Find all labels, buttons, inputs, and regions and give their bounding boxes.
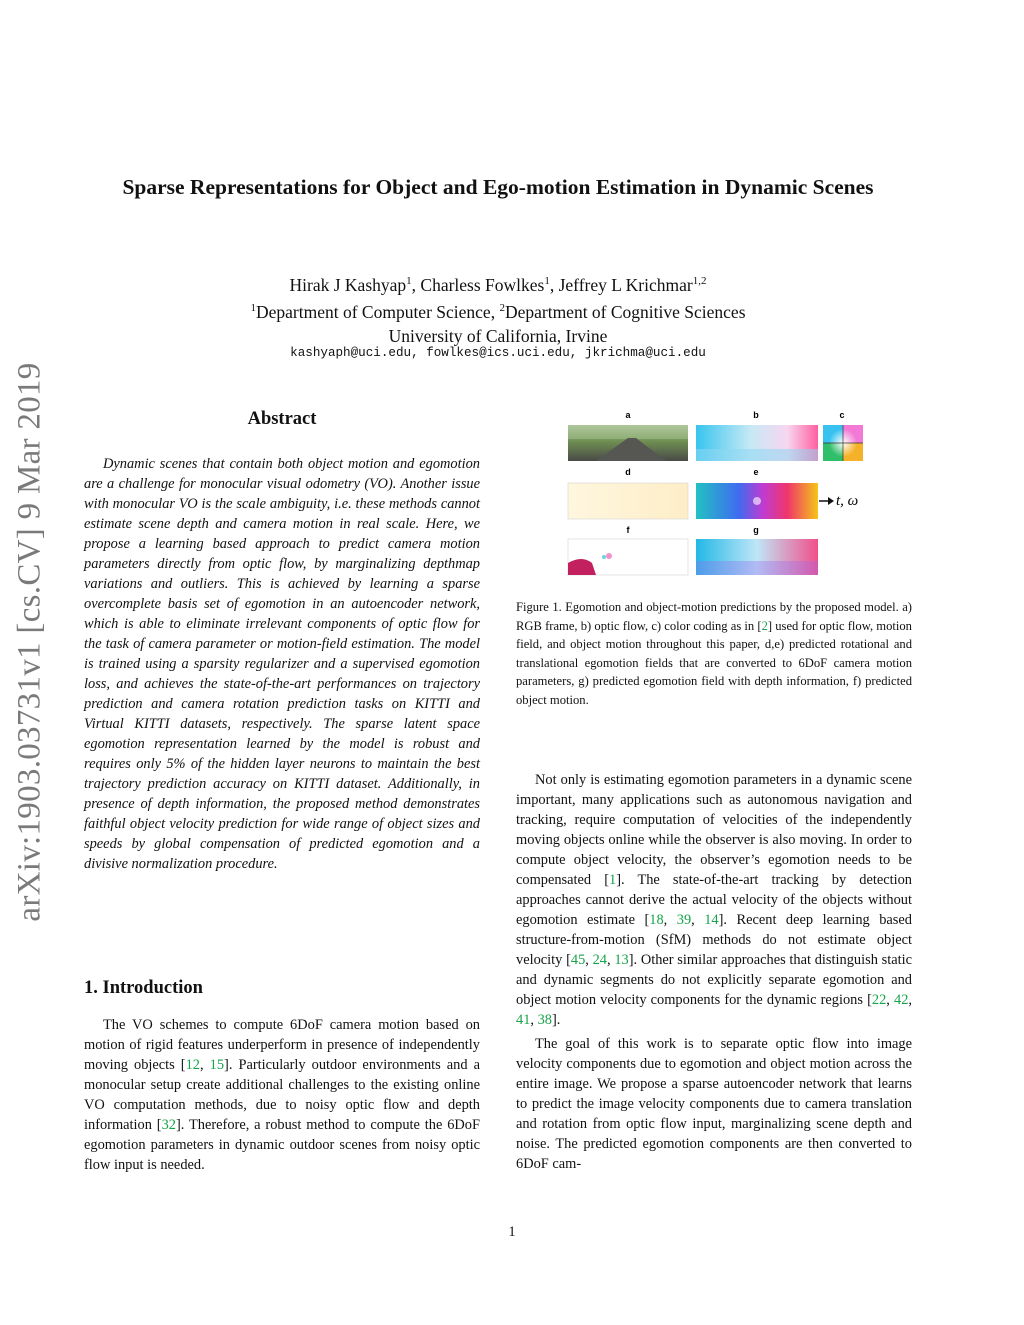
panel-label-e: e <box>753 467 759 477</box>
text-run: , <box>606 952 615 968</box>
citation-link[interactable]: 45 <box>570 952 586 968</box>
section-heading: 1. Introduction <box>84 978 203 998</box>
object-motion-blob <box>606 553 612 559</box>
text-run: , <box>530 1012 538 1028</box>
body-paragraph: The goal of this work is to separate optic flow into image velocity components due to egomotion and object motion across the entire image. We propose a sparse autoencoder network that learns to predict the image velocity components due to camera translation and rotation from optic flow input, marginalizing scene depth and noise. The predicted egomotion components are then converted to 6DoF cam- <box>516 1036 912 1172</box>
citation-link[interactable]: 38 <box>537 1012 552 1028</box>
figure-1 <box>516 405 916 585</box>
arxiv-identifier <box>10 352 50 932</box>
affiliation-mark: 1 <box>544 275 550 287</box>
affiliation-mark: 1 <box>250 302 256 315</box>
department: Department of Cognitive Sciences <box>504 302 746 323</box>
text-run: Not only is estimating egomotion parameters in a dynamic scene important, many applications such as autonomous navigation and tracking, require computation of velocities of the independently moving objects online while the observer is also moving. In order to compute object velocity, the observer’s egomotion needs to be compensated [ <box>516 772 912 888</box>
author-emails: kashyaph@uci.edu, fowlkes@ics.uci.edu, jkrichma@uci.edu <box>290 346 706 360</box>
citation-link[interactable]: 32 <box>161 1117 176 1133</box>
affiliation-mark: 1,2 <box>692 275 707 287</box>
intro-paragraph <box>84 1015 480 1175</box>
author-name: Charless Fowlkes <box>420 274 545 295</box>
affiliation-mark: 1 <box>406 275 412 287</box>
author-name: Jeffrey L Krichmar <box>558 274 693 295</box>
citation-link[interactable]: 41 <box>516 1012 531 1028</box>
panel-label-g: g <box>753 525 759 535</box>
department: Department of Computer Science, <box>255 302 496 323</box>
panel-label-d: d <box>625 467 631 477</box>
focus-of-expansion <box>753 497 761 505</box>
text-run: ]. The state-of-the-art tracking by detection approaches cannot derive the actual velocity of the objects without egomotion estimate [ <box>516 872 912 928</box>
text-run: , <box>585 952 593 968</box>
citation-link[interactable]: 12 <box>185 1057 200 1073</box>
motion-parameters-label: t, ω <box>836 493 859 509</box>
right-column-body <box>516 770 912 1178</box>
panel-label-c: c <box>839 410 845 420</box>
panel-label-f: f <box>626 525 630 535</box>
citation-link[interactable]: 13 <box>614 952 629 968</box>
arxiv-id-text: arXiv:1903.03731v1 [cs.CV] 9 Mar 2019 <box>11 362 48 922</box>
arrow-head <box>828 497 834 505</box>
text-run: , <box>663 912 677 928</box>
text-run: ]. Particularly outdoor environments and a monocular setup create additional challenges to the existing online VO computation methods, due to noisy optic flow and depth information [ <box>84 1057 480 1133</box>
text-run: , <box>908 992 913 1008</box>
rgb-frame-trees <box>568 425 688 439</box>
text-run: ]. <box>551 1012 561 1028</box>
author-block <box>100 270 896 348</box>
paper-title: Sparse Representations for Object and Ego-motion Estimation in Dynamic Scenes <box>122 175 874 199</box>
egomotion-depth-ground <box>696 561 818 575</box>
text-run: ]. Other similar approaches that distinguish static and dynamic segments do not explicitly separate egomotion and object motion velocity components for the dynamic regions [ <box>516 952 912 1008</box>
citation-link[interactable]: 15 <box>209 1057 225 1073</box>
text-run: ] used for optic flow, motion field, and object motion throughout this paper, d,e) predicted rotational and translational egomotion fields that are converted to 6DoF camera motion parameters, g) predicted egomotion field with depth information, f) predicted object motion. <box>516 618 912 707</box>
text-run: , <box>691 912 705 928</box>
page-number: 1 <box>508 1224 516 1240</box>
panel-label-a: a <box>625 410 631 420</box>
author-line: Hirak J Kashyap$^1$, Charless Fowlkes$^1$, Jeffrey L Krichmar$^{1,2}$ <box>289 274 707 295</box>
citation-link[interactable]: 18 <box>649 912 664 928</box>
body-paragraph <box>516 770 912 1030</box>
affiliation-mark: 2 <box>499 302 505 315</box>
citation-link[interactable]: 14 <box>704 912 719 928</box>
citation-link[interactable]: 42 <box>894 992 909 1008</box>
rotational-field-image <box>568 483 688 519</box>
author-name: Hirak J Kashyap <box>289 274 407 295</box>
text-run: The VO schemes to compute 6DoF camera motion based on motion of rigid features underperform in presence of independently moving objects [ <box>84 1017 480 1073</box>
affiliation-line <box>100 297 896 324</box>
panel-label-b: b <box>753 410 759 420</box>
citation-link[interactable]: 1 <box>609 872 617 888</box>
object-motion-blob <box>602 555 606 559</box>
university: University of California, Irvine <box>388 325 608 346</box>
citation-link[interactable]: 24 <box>592 952 607 968</box>
abstract-heading: Abstract <box>247 409 317 429</box>
text-run: , <box>200 1057 210 1073</box>
abstract-text: Dynamic scenes that contain both object motion and egomotion are a challenge for monocular visual odometry (VO). Another issue with monocular VO is the scale ambiguity, i.e. these methods cannot estimate scene depth and camera motion in real scale. Here, we propose a learning based approach to predict camera motion parameters directly from optic flow, by marginalizing depthmap variations and outliers. This is achieved by learning a sparse overcomplete basis set of egomotion in an autoencoder network, which is able to eliminate irrelevant components of optic flow for the task of camera parameter or motion-field estimation. The model is trained using a sparsity regularizer and a supervised egomotion loss, and achieves the state-of-the-art performances on trajectory prediction and camera rotation prediction tasks on KITTI and Virtual KITTI datasets, respectively. The sparse latent space egomotion representation learned by the model is robust and requires only 5% of the hidden layer neurons to maintain the best trajectory prediction accuracy on KITTI dataset. Additionally, in presence of depth information, the proposed method demonstrates faithful object velocity prediction for wide range of object sizes and speeds by global compensation of predicted egomotion and a divisive normalization procedure. <box>84 456 480 872</box>
text-run: , <box>886 992 895 1008</box>
optic-flow-ground <box>696 449 818 461</box>
figure-caption <box>516 598 912 709</box>
citation-link[interactable]: 2 <box>761 618 768 633</box>
citation-link[interactable]: 22 <box>871 992 887 1008</box>
citation-link[interactable]: 39 <box>676 912 692 928</box>
text-run: ]. Therefore, a robust method to compute the 6DoF egomotion parameters in dynamic outdoor scenes from noisy optic flow input is needed. <box>84 1117 480 1173</box>
text-run: ]. Recent deep learning based structure-from-motion (SfM) methods do not estimate object velocity [ <box>516 912 912 968</box>
text-run: Figure 1. Egomotion and object-motion predictions by the proposed model. a) RGB frame, b) optic flow, c) color coding as in [ <box>516 600 912 633</box>
